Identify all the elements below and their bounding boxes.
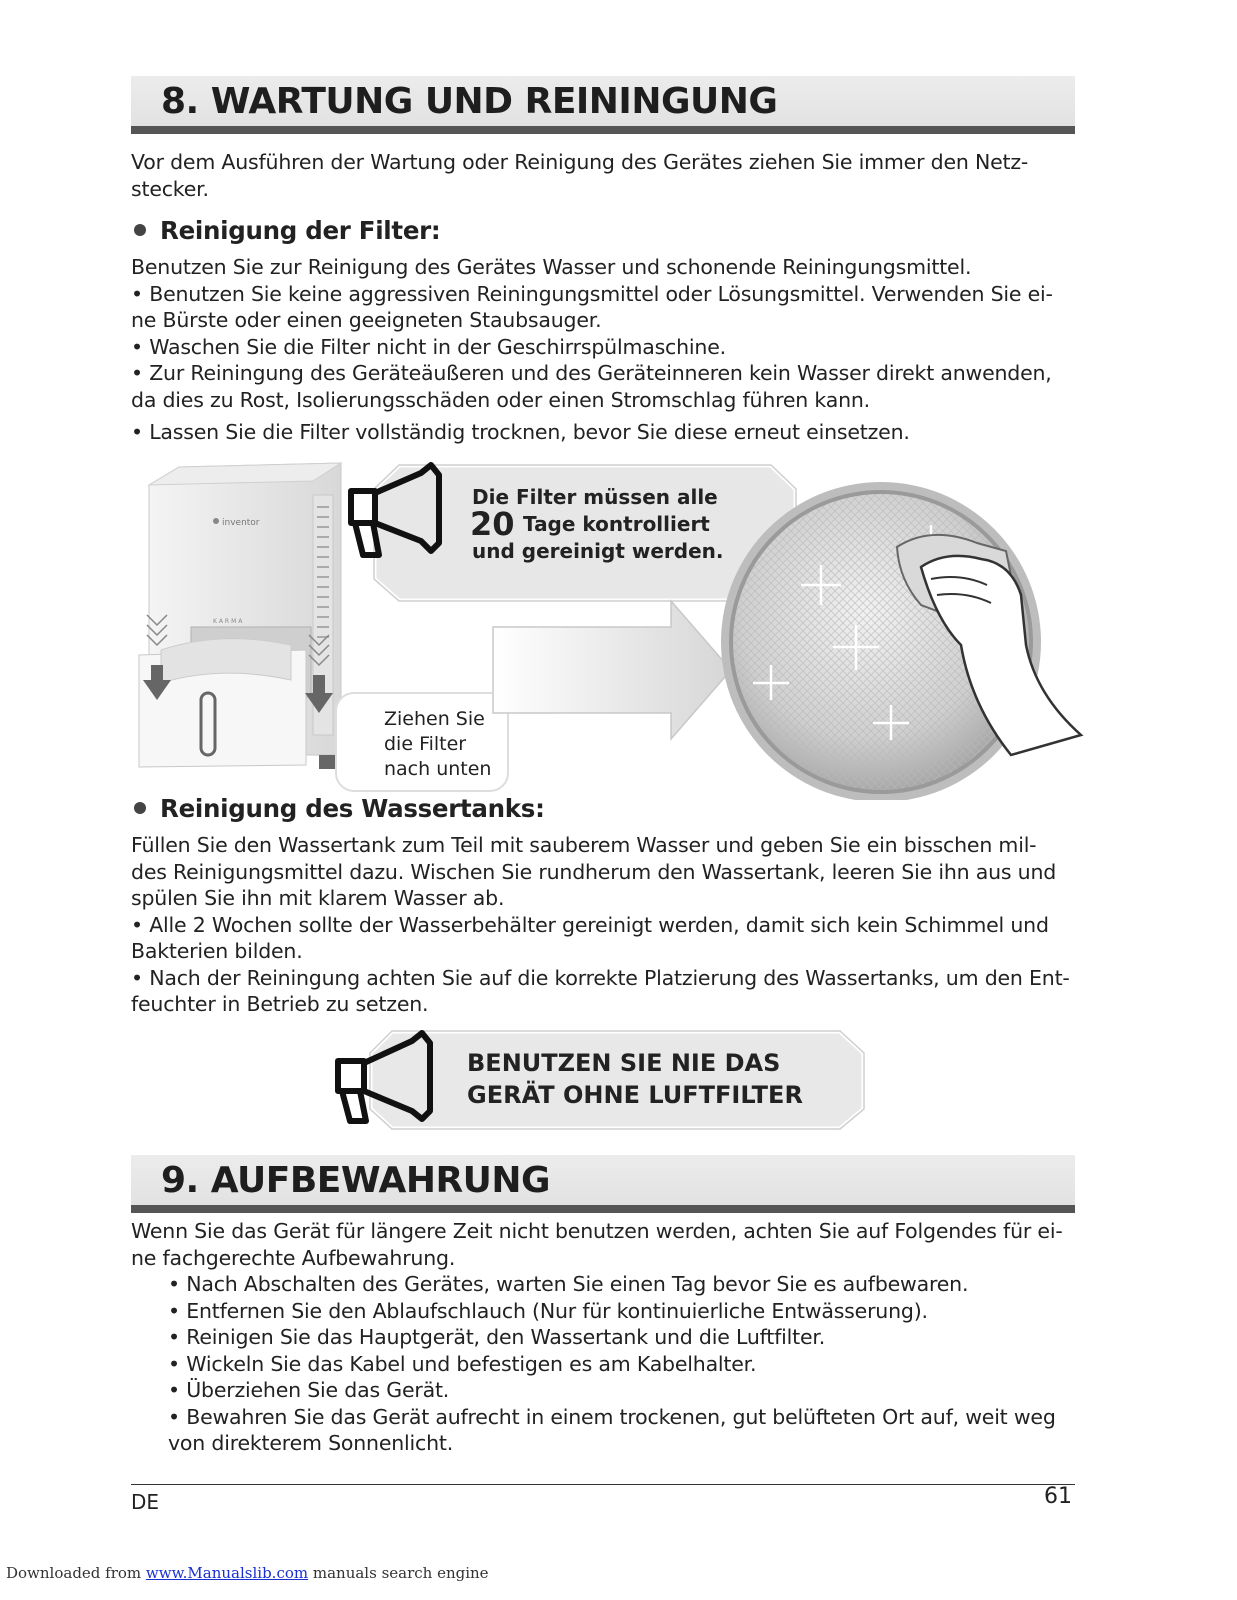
text-line: • Nach der Reiningung achten Sie auf die korrekte Platzierung des Wassertanks, um den Ent- bbox=[131, 965, 1070, 990]
text-line: • Lassen Sie die Filter vollständig trocknen, bevor Sie diese erneut einsetzen. bbox=[131, 420, 910, 444]
download-credit bbox=[6, 1564, 489, 1582]
filters-text bbox=[131, 254, 1075, 446]
text-line: feuchter in Betrieb zu setzen. bbox=[131, 992, 429, 1016]
footer-rule bbox=[131, 1484, 1075, 1485]
text-line: Wenn Sie das Gerät für längere Zeit nicht benutzen werden, achten Sie auf Folgendes für ei- bbox=[131, 1219, 1063, 1243]
list-item: von direkterem Sonnenlicht. bbox=[168, 1431, 454, 1455]
text-line: • Waschen Sie die Filter nicht in der Geschirrspülmaschine. bbox=[131, 334, 726, 359]
section-8-header bbox=[131, 76, 1075, 134]
text-line: da dies zu Rost, Isolierungsschäden oder einen Stromschlag führen kann. bbox=[131, 387, 870, 412]
text-line: • Alle 2 Wochen sollte der Wasserbehälter gereinigt werden, damit sich kein Schimmel und bbox=[131, 912, 1049, 937]
section-9-intro bbox=[131, 1218, 1075, 1271]
pull-label-line: nach unten bbox=[384, 758, 492, 780]
pull-label-line: die Filter bbox=[384, 733, 467, 755]
section-8-title: 8. WARTUNG UND REININGUNG bbox=[161, 81, 778, 122]
list-item: • Bewahren Sie das Gerät aufrecht in einem trockenen, gut belüfteten Ort auf, weit weg bbox=[168, 1404, 1056, 1429]
text-line: Vor dem Ausführen der Wartung oder Reinigung des Gerätes ziehen Sie immer den Netz- bbox=[131, 150, 1029, 174]
text-line: ne Bürste oder einen geeigneten Staubsauger. bbox=[131, 308, 602, 332]
warning-callout bbox=[332, 1025, 877, 1135]
download-prefix: Downloaded from bbox=[6, 1564, 146, 1582]
text-line: Bakterien bilden. bbox=[131, 939, 303, 963]
warning-line-1: BENUTZEN SIE NIE DAS bbox=[467, 1049, 781, 1077]
warning-callout-graphic bbox=[332, 1025, 877, 1135]
section-9-header bbox=[131, 1155, 1075, 1213]
text-line: ne fachgerechte Aufbewahrung. bbox=[131, 1245, 456, 1270]
section-9-title: 9. AUFBEWAHRUNG bbox=[161, 1160, 551, 1201]
text-line: spülen Sie ihn mit klarem Wasser ab. bbox=[131, 886, 505, 910]
text-line: des Reinigungsmittel dazu. Wischen Sie rundherum den Wassertank, leeren Sie ihn aus und bbox=[131, 859, 1057, 884]
model-label: KARMA bbox=[213, 618, 245, 625]
footer-language: DE bbox=[131, 1490, 160, 1514]
filters-heading-text: Reinigung der Filter: bbox=[160, 216, 441, 245]
text-line: Füllen Sie den Wassertank zum Teil mit sauberem Wasser und geben Sie ein bisschen mil- bbox=[131, 833, 1037, 857]
text-line: stecker. bbox=[131, 176, 209, 201]
text-line: Benutzen Sie zur Reinigung des Gerätes Wasser und schonende Reiningungsmittel. bbox=[131, 255, 972, 279]
callout-line-3: und gereinigt werden. bbox=[472, 539, 724, 563]
list-item: • Wickeln Sie das Kabel und befestigen es am Kabelhalter. bbox=[168, 1351, 757, 1376]
callout-line-2: Tage kontrolliert bbox=[523, 512, 710, 536]
section-8-intro bbox=[131, 149, 1075, 202]
storage-list bbox=[168, 1271, 1075, 1457]
bullet-dot-icon bbox=[134, 224, 146, 236]
tank-text bbox=[131, 832, 1075, 1018]
tank-heading-text: Reinigung des Wassertanks: bbox=[160, 794, 545, 823]
page-number: 61 bbox=[1044, 1484, 1072, 1509]
pull-label-line: Ziehen Sie bbox=[384, 708, 485, 730]
tank-heading bbox=[134, 794, 545, 823]
filters-heading bbox=[134, 216, 440, 245]
callout-number: 20 bbox=[470, 505, 515, 543]
callout-line-1: Die Filter müssen alle bbox=[472, 485, 718, 509]
text-line: • Zur Reiningung des Geräteäußeren und des Geräteinneren kein Wasser direkt anwenden, bbox=[131, 361, 1052, 385]
bullet-dot-icon bbox=[134, 802, 146, 814]
download-suffix: manuals search engine bbox=[308, 1564, 489, 1582]
list-item: • Reinigen Sie das Hauptgerät, den Wassertank und die Luftfilter. bbox=[168, 1325, 826, 1349]
list-item: • Nach Abschalten des Gerätes, warten Sie einen Tag bevor Sie es aufbewaren. bbox=[168, 1272, 969, 1296]
manualslib-link[interactable]: www.Manualslib.com bbox=[145, 1564, 309, 1582]
warning-line-2: GERÄT OHNE LUFTFILTER bbox=[467, 1081, 803, 1109]
pull-down-label bbox=[384, 707, 491, 782]
text-line: • Benutzen Sie keine aggressiven Reiningungsmittel oder Lösungsmittel. Verwenden Sie ei- bbox=[131, 281, 1053, 306]
list-item: • Entfernen Sie den Ablaufschlauch (Nur für kontinuierliche Entwässerung). bbox=[168, 1298, 928, 1323]
filter-cleaning-illustration bbox=[131, 455, 1091, 800]
list-item: • Überziehen Sie das Gerät. bbox=[168, 1378, 450, 1402]
brand-label: inventor bbox=[222, 518, 260, 528]
